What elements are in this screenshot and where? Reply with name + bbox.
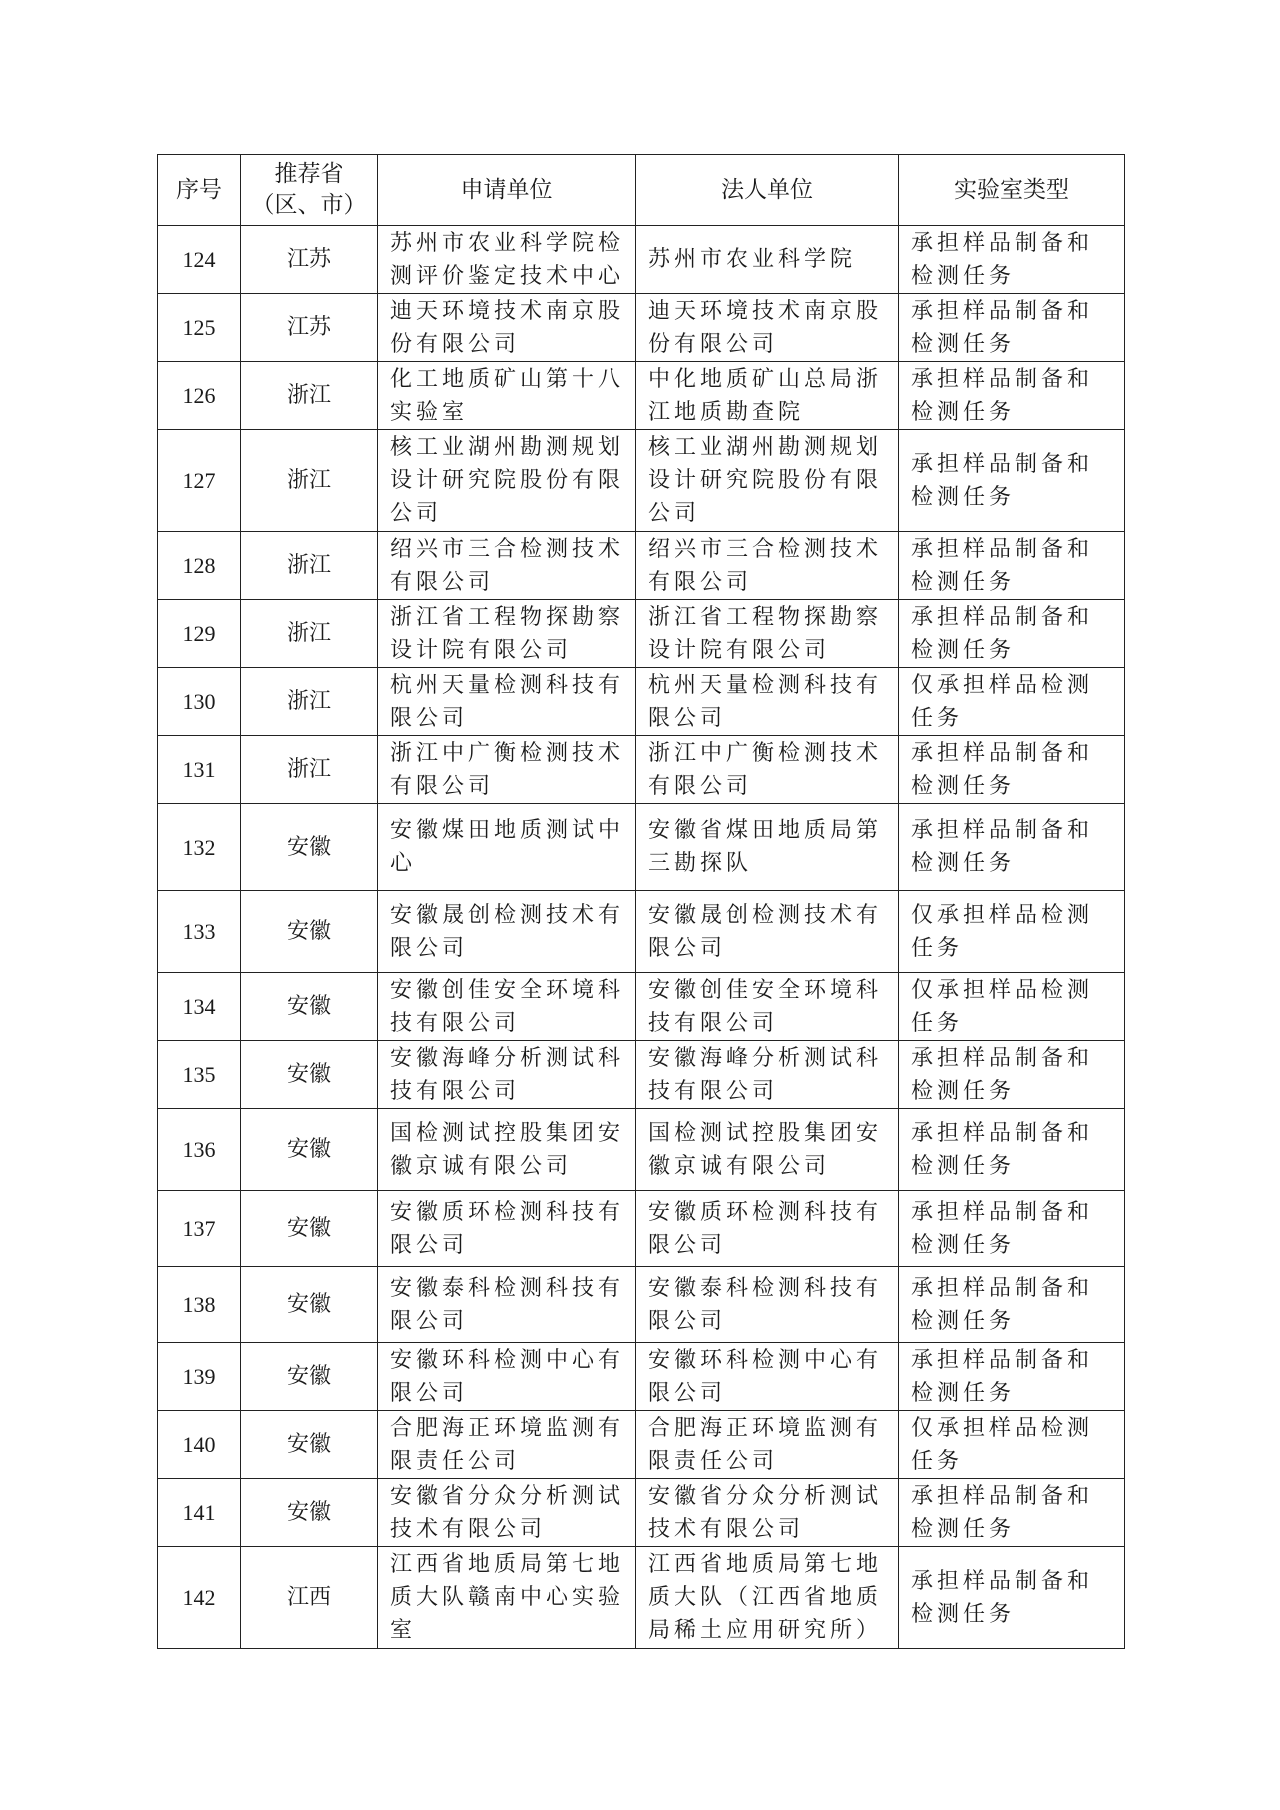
table-row <box>158 1041 1125 1109</box>
table-row <box>158 226 1125 294</box>
cell-seq: 136 <box>158 1109 241 1191</box>
cell-lab-type: 仅承担样品检测任务 <box>899 891 1125 973</box>
cell-seq: 142 <box>158 1547 241 1649</box>
cell-seq: 137 <box>158 1191 241 1267</box>
cell-seq: 141 <box>158 1479 241 1547</box>
cell-lab-type: 承担样品制备和检测任务 <box>899 804 1125 891</box>
cell-lab-type: 仅承担样品检测任务 <box>899 668 1125 736</box>
cell-seq: 131 <box>158 736 241 804</box>
cell-legal: 国检测试控股集团安徽京诚有限公司 <box>636 1109 899 1191</box>
header-applicant: 申请单位 <box>378 155 636 226</box>
cell-legal: 江西省地质局第七地质大队（江西省地质局稀土应用研究所） <box>636 1547 899 1649</box>
cell-applicant: 绍兴市三合检测技术有限公司 <box>378 532 636 600</box>
cell-seq: 128 <box>158 532 241 600</box>
cell-province: 安徽 <box>241 1041 378 1109</box>
cell-legal: 安徽环科检测中心有限公司 <box>636 1343 899 1411</box>
cell-province: 安徽 <box>241 1109 378 1191</box>
header-province-line2: （区、市） <box>251 192 367 218</box>
cell-legal: 绍兴市三合检测技术有限公司 <box>636 532 899 600</box>
cell-legal: 杭州天量检测科技有限公司 <box>636 668 899 736</box>
cell-applicant: 江西省地质局第七地质大队赣南中心实验室 <box>378 1547 636 1649</box>
cell-applicant: 安徽海峰分析测试科技有限公司 <box>378 1041 636 1109</box>
cell-province: 浙江 <box>241 362 378 430</box>
cell-seq: 134 <box>158 973 241 1041</box>
cell-seq: 139 <box>158 1343 241 1411</box>
cell-province: 安徽 <box>241 973 378 1041</box>
table-row <box>158 1267 1125 1343</box>
table-row <box>158 973 1125 1041</box>
cell-lab-type: 承担样品制备和检测任务 <box>899 1479 1125 1547</box>
cell-province: 浙江 <box>241 668 378 736</box>
cell-legal: 中化地质矿山总局浙江地质勘查院 <box>636 362 899 430</box>
cell-applicant: 安徽环科检测中心有限公司 <box>378 1343 636 1411</box>
cell-legal: 核工业湖州勘测规划设计研究院股份有限公司 <box>636 430 899 532</box>
cell-lab-type: 承担样品制备和检测任务 <box>899 1191 1125 1267</box>
cell-province: 安徽 <box>241 891 378 973</box>
cell-legal: 安徽泰科检测科技有限公司 <box>636 1267 899 1343</box>
cell-lab-type: 仅承担样品检测任务 <box>899 973 1125 1041</box>
table-header-row <box>158 155 1125 226</box>
cell-legal: 安徽省分众分析测试技术有限公司 <box>636 1479 899 1547</box>
table-row <box>158 1547 1125 1649</box>
table-row <box>158 362 1125 430</box>
cell-lab-type: 承担样品制备和检测任务 <box>899 532 1125 600</box>
cell-province: 江苏 <box>241 226 378 294</box>
cell-applicant: 核工业湖州勘测规划设计研究院股份有限公司 <box>378 430 636 532</box>
cell-province: 浙江 <box>241 532 378 600</box>
cell-province: 安徽 <box>241 1191 378 1267</box>
cell-applicant: 安徽创佳安全环境科技有限公司 <box>378 973 636 1041</box>
table-row <box>158 430 1125 532</box>
cell-applicant: 安徽泰科检测科技有限公司 <box>378 1267 636 1343</box>
cell-lab-type: 承担样品制备和检测任务 <box>899 736 1125 804</box>
cell-applicant: 迪天环境技术南京股份有限公司 <box>378 294 636 362</box>
table-row <box>158 1479 1125 1547</box>
cell-seq: 138 <box>158 1267 241 1343</box>
cell-applicant: 安徽晟创检测技术有限公司 <box>378 891 636 973</box>
cell-lab-type: 承担样品制备和检测任务 <box>899 1343 1125 1411</box>
cell-applicant: 化工地质矿山第十八实验室 <box>378 362 636 430</box>
cell-applicant: 苏州市农业科学院检测评价鉴定技术中心 <box>378 226 636 294</box>
cell-seq: 126 <box>158 362 241 430</box>
cell-seq: 130 <box>158 668 241 736</box>
cell-legal: 合肥海正环境监测有限责任公司 <box>636 1411 899 1479</box>
table-row <box>158 668 1125 736</box>
table-row <box>158 736 1125 804</box>
cell-province: 安徽 <box>241 804 378 891</box>
table-row <box>158 1343 1125 1411</box>
cell-lab-type: 承担样品制备和检测任务 <box>899 1109 1125 1191</box>
cell-applicant: 安徽省分众分析测试技术有限公司 <box>378 1479 636 1547</box>
cell-lab-type: 承担样品制备和检测任务 <box>899 1041 1125 1109</box>
table-row <box>158 294 1125 362</box>
cell-lab-type: 承担样品制备和检测任务 <box>899 1267 1125 1343</box>
cell-legal: 浙江省工程物探勘察设计院有限公司 <box>636 600 899 668</box>
cell-seq: 129 <box>158 600 241 668</box>
cell-applicant: 安徽煤田地质测试中心 <box>378 804 636 891</box>
cell-seq: 125 <box>158 294 241 362</box>
cell-legal: 浙江中广衡检测技术有限公司 <box>636 736 899 804</box>
lab-list-table <box>157 154 1125 1649</box>
cell-province: 江西 <box>241 1547 378 1649</box>
table-row <box>158 891 1125 973</box>
header-lab-type: 实验室类型 <box>899 155 1125 226</box>
cell-province: 安徽 <box>241 1267 378 1343</box>
cell-seq: 133 <box>158 891 241 973</box>
table-row <box>158 804 1125 891</box>
cell-province: 浙江 <box>241 430 378 532</box>
header-province-line1: 推荐省 <box>274 161 344 187</box>
table-row <box>158 532 1125 600</box>
header-seq: 序号 <box>158 155 241 226</box>
cell-province: 江苏 <box>241 294 378 362</box>
table-row <box>158 1109 1125 1191</box>
cell-province: 安徽 <box>241 1343 378 1411</box>
cell-applicant: 合肥海正环境监测有限责任公司 <box>378 1411 636 1479</box>
cell-legal: 苏州市农业科学院 <box>636 226 899 294</box>
cell-applicant: 国检测试控股集团安徽京诚有限公司 <box>378 1109 636 1191</box>
cell-legal: 安徽创佳安全环境科技有限公司 <box>636 973 899 1041</box>
cell-province: 安徽 <box>241 1411 378 1479</box>
cell-legal: 安徽海峰分析测试科技有限公司 <box>636 1041 899 1109</box>
cell-legal: 安徽晟创检测技术有限公司 <box>636 891 899 973</box>
cell-lab-type: 承担样品制备和检测任务 <box>899 1547 1125 1649</box>
cell-lab-type: 承担样品制备和检测任务 <box>899 600 1125 668</box>
cell-applicant: 浙江省工程物探勘察设计院有限公司 <box>378 600 636 668</box>
cell-province: 安徽 <box>241 1479 378 1547</box>
cell-lab-type: 承担样品制备和检测任务 <box>899 294 1125 362</box>
cell-lab-type: 仅承担样品检测任务 <box>899 1411 1125 1479</box>
cell-lab-type: 承担样品制备和检测任务 <box>899 362 1125 430</box>
cell-lab-type: 承担样品制备和检测任务 <box>899 226 1125 294</box>
cell-legal: 安徽省煤田地质局第三勘探队 <box>636 804 899 891</box>
cell-applicant: 浙江中广衡检测技术有限公司 <box>378 736 636 804</box>
cell-legal: 迪天环境技术南京股份有限公司 <box>636 294 899 362</box>
header-province <box>241 155 378 226</box>
cell-seq: 132 <box>158 804 241 891</box>
cell-lab-type: 承担样品制备和检测任务 <box>899 430 1125 532</box>
cell-applicant: 杭州天量检测科技有限公司 <box>378 668 636 736</box>
cell-province: 浙江 <box>241 600 378 668</box>
header-legal: 法人单位 <box>636 155 899 226</box>
cell-province: 浙江 <box>241 736 378 804</box>
cell-applicant: 安徽质环检测科技有限公司 <box>378 1191 636 1267</box>
cell-seq: 124 <box>158 226 241 294</box>
cell-seq: 135 <box>158 1041 241 1109</box>
table-row <box>158 600 1125 668</box>
cell-seq: 127 <box>158 430 241 532</box>
cell-legal: 安徽质环检测科技有限公司 <box>636 1191 899 1267</box>
cell-seq: 140 <box>158 1411 241 1479</box>
table-row <box>158 1191 1125 1267</box>
table-row <box>158 1411 1125 1479</box>
